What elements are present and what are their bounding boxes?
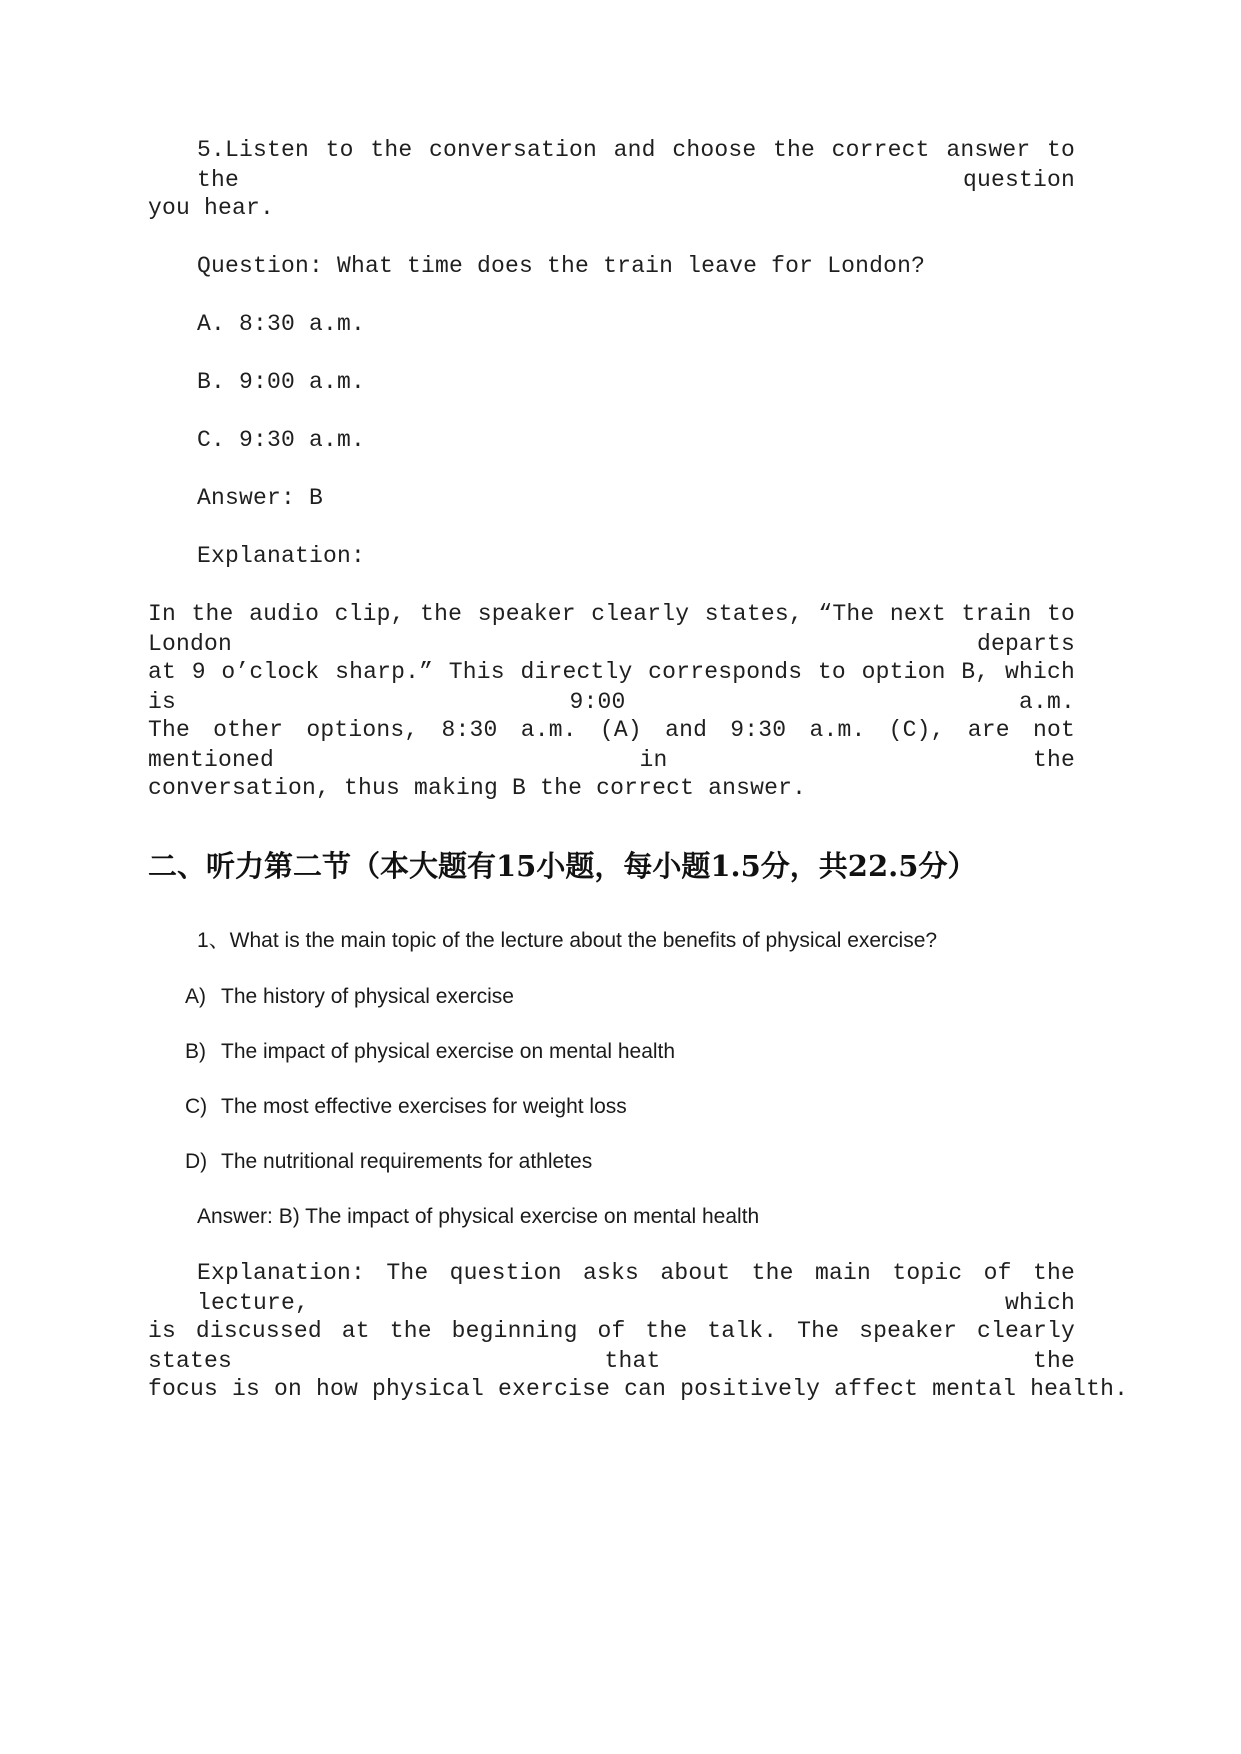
option-text: The nutritional requirements for athletes (221, 1150, 593, 1173)
section-heading: 二、听力第二节（本大题有15小题，每小题1.5分，共22.5分） (148, 849, 977, 883)
option-a (185, 983, 514, 1011)
explanation-line: In the audio clip, the speaker clearly states, “The next train to London departs (148, 601, 1075, 657)
question-1-prompt: 1、What is the main topic of the lecture about the benefits of physical exercise? (197, 929, 938, 952)
question-5-line-2: you hear. (148, 195, 275, 221)
explanation-label: Explanation: (197, 543, 366, 569)
option-text: The history of physical exercise (221, 985, 514, 1008)
answer-text: Answer: B (197, 485, 324, 511)
explanation-line: Explanation: The question asks about the main topic of the lecture, which (197, 1260, 1075, 1316)
option-b: B. 9:00 a.m. (197, 369, 366, 395)
explanation-line: is discussed at the beginning of the talk. The speaker clearly states that the (148, 1318, 1075, 1374)
question-5-prompt: Question: What time does the train leave for London? (197, 253, 926, 279)
option-letter: B) (185, 1040, 206, 1063)
option-letter: A) (185, 985, 206, 1008)
explanation-line: The other options, 8:30 a.m. (A) and 9:30 a.m. (C), are not mentioned in the (148, 717, 1075, 773)
option-b (185, 1038, 675, 1066)
question-5-line-1: 5.Listen to the conversation and choose the correct answer to the question (197, 137, 1075, 193)
answer-text: Answer: B) The impact of physical exercise on mental health (197, 1205, 760, 1228)
option-text: The impact of physical exercise on mental health (221, 1040, 676, 1063)
option-letter: C) (185, 1095, 208, 1118)
option-a: A. 8:30 a.m. (197, 311, 366, 337)
option-letter: D) (185, 1150, 208, 1173)
explanation-line: focus is on how physical exercise can positively affect mental health. (148, 1376, 1129, 1402)
option-c (185, 1093, 627, 1121)
explanation-line: conversation, thus making B the correct answer. (148, 775, 807, 801)
option-text: The most effective exercises for weight loss (221, 1095, 627, 1118)
option-d (185, 1148, 592, 1176)
explanation-line: at 9 o’clock sharp.” This directly corresponds to option B, which is 9:00 a.m. (148, 659, 1075, 715)
option-c: C. 9:30 a.m. (197, 427, 366, 453)
